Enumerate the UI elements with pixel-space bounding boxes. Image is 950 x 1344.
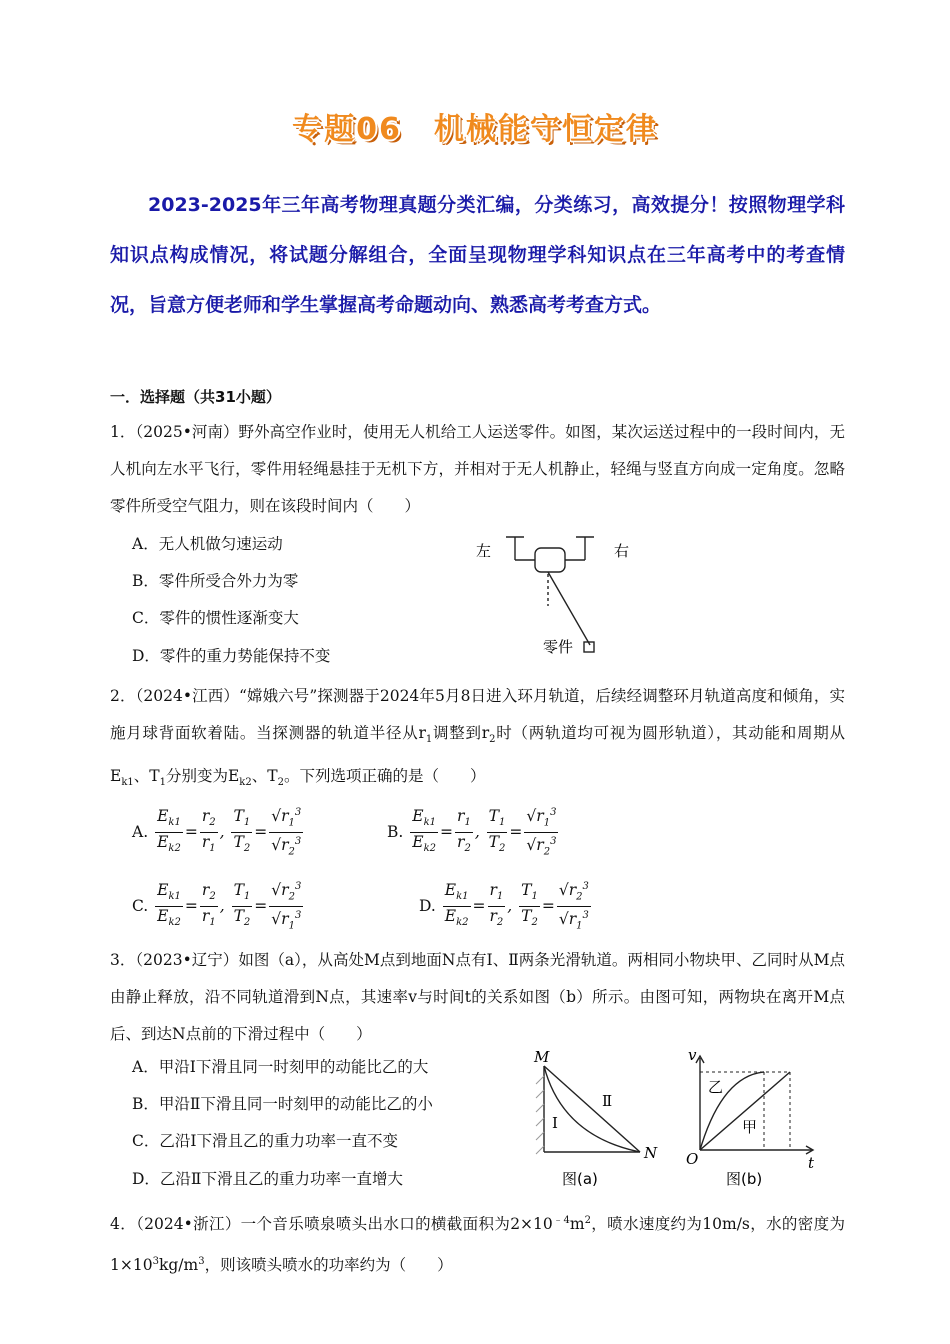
q3-option-b: B．甲沿Ⅱ下滑且同一时刻甲的动能比乙的小 (132, 1095, 433, 1113)
curve-yi-label: 乙 (708, 1078, 724, 1096)
drone-figure (468, 528, 638, 658)
q3-option-d: D．乙沿Ⅱ下滑且乙的重力功率一直增大 (132, 1170, 403, 1188)
q2-option-b: B. $\frac{E_{k1}}{E_{k2}}$ = $\frac{r_1}{r_2}$ , $\frac{T_1}{T_2}$ = $\frac{√r_1^3}{√r_2^3}$ (387, 804, 560, 862)
q2-option-c: C. $\frac{E_{k1}}{E_{k2}}$ = $\frac{r_2}{r_1}$ , $\frac{T_1}{T_2}$ = $\frac{√r_2^3}{√r_1^3}$ (132, 878, 305, 936)
q1-option-d: D．零件的重力势能保持不变 (132, 647, 331, 665)
question-4-stem: 4．（2024•浙江）一个音乐喷泉喷头出水口的横截面积为$2\times 10^{﹣4}m^2$，喷水速度约为10m/s，水的密度为$1\times 10^3kg/m^3$，则该喷头喷水的功率约为（ ） (110, 1215, 845, 1275)
track-figure-a (532, 1046, 672, 1192)
figure-a-caption: 图(a) (562, 1170, 598, 1188)
q1-option-c: C．零件的惯性逐渐变大 (132, 609, 299, 627)
axis-v-label: v (688, 1046, 697, 1064)
figure-b-caption: 图(b) (726, 1170, 763, 1188)
question-1-stem: 1．（2025•河南）野外高空作业时，使用无人机给工人运送零件。如图，某次运送过程中的一段时间内，无人机向左水平飞行，零件用轻绳悬挂于无机下方，并相对于无人机静止，轻绳与竖直方向成一定角度。忽略零件所受空气阻力，则在该段时间内（ ） (110, 423, 845, 515)
q2-option-a: A. $\frac{E_{k1}}{E_{k2}}$ = $\frac{r_2}{r_1}$ , $\frac{T_1}{T_2}$ = $\frac{√r_1^3}{√r_2^3}$ (132, 804, 305, 862)
curve-jia-label: 甲 (742, 1118, 758, 1136)
part-label: 零件 (543, 638, 574, 656)
q1-option-a: A．无人机做匀速运动 (132, 535, 283, 553)
q3-option-c: C．乙沿Ⅰ下滑且乙的重力功率一直不变 (132, 1132, 398, 1150)
section-heading: 一．选择题（共31小题） (110, 388, 281, 406)
track-i-label: Ⅰ (552, 1114, 558, 1132)
q3-option-a: A．甲沿Ⅰ下滑且同一时刻甲的动能比乙的大 (132, 1058, 429, 1076)
origin-label: O (686, 1150, 699, 1168)
question-3-stem: 3．（2023•辽宁）如图（a），从高处M点到地面N点有Ⅰ、Ⅱ两条光滑轨道。两相同小物块甲、乙同时从M点由静止释放，沿不同轨道滑到N点，其速率v与时间t的关系如图（b）所示。由图可知，两物块在离开M点后、到达N点前的下滑过程中（ ） (110, 951, 845, 1043)
axis-t-label: t (808, 1154, 815, 1172)
track-ii-label: Ⅱ (602, 1092, 613, 1110)
vt-graph-b (682, 1046, 822, 1192)
drone-right-label: 右 (614, 542, 630, 560)
q2-option-d: D. $\frac{E_{k1}}{E_{k2}}$ = $\frac{r_1}{r_2}$ , $\frac{T_1}{T_2}$ = $\frac{√r_2^3}{√r_1^3}$ (419, 878, 593, 936)
q1-option-b: B．零件所受合外力为零 (132, 572, 299, 590)
point-m-label: M (534, 1048, 550, 1066)
drone-left-label: 左 (476, 542, 492, 560)
point-n-label: N (644, 1144, 658, 1162)
question-2-stem: 2．（2024•江西）“嫦娥六号”探测器于2024年5月8日进入环月轨道，后续经调整环月轨道高度和倾角，实施月球背面软着陆。当探测器的轨道半径从$r_1$调整到$r_2$时（两轨道均可视为圆形轨道），其动能和周期从$E_{k1}$、$T_1$分别变为$E_{k2}$、$T_2$。下列选项正确的是（ ） (110, 687, 845, 789)
intro-paragraph: 2023-2025年三年高考物理真题分类汇编，分类练习，高效提分！按照物理学科知识点构成情况，将试题分解组合，全面呈现物理学科知识点在三年高考中的考查情况，旨意方便老师和学生掌握高考命题动向、熟悉高考考查方式。 (110, 194, 845, 316)
page-title: 专题06 机械能守恒定律 (292, 112, 658, 147)
